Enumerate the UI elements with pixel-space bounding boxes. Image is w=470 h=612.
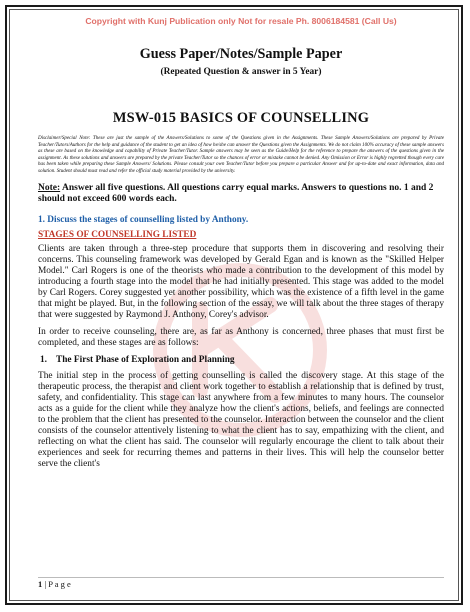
footer-separator: | — [42, 579, 49, 589]
list-item-text: The First Phase of Exploration and Planning — [56, 354, 235, 365]
footer-divider — [38, 577, 444, 578]
page-subtitle: (Repeated Question & answer in 5 Year) — [160, 67, 322, 77]
note-label: Note: — [38, 182, 61, 193]
question-1: 1. Discuss the stages of counselling listed by Anthony. — [38, 214, 249, 225]
list-item-number: 1. — [40, 354, 48, 365]
page-title: Guess Paper/Notes/Sample Paper — [139, 46, 343, 62]
list-item — [38, 355, 444, 365]
subject-title: MSW-015 BASICS OF COUNSELLING — [112, 110, 370, 126]
paragraph-1: Clients are taken through a three-step procedure that supports them in discovering and resolving their concerns. This counseling framework was developed by Gerald Egan and is known as the "Skilled Helper Model." Carl Rogers is one of the theorists who made a contribution to the development of this model by introducing a fourth stage into the model that he had initially presented. This stage was added to the model by Carl Rogers. Corey suggested yet another possibility, which was the existence of a fifth level in the game that might be played. But, in the following section of the essay, we will talk about the three stages of therapy that were suggested by Raymond J. Anthony, Corey's advisor. — [38, 243, 445, 320]
paragraph-3: The initial step in the process of getting counselling is called the discovery stage. At this stage of the therapeutic process, the therapist and client work together to establish a relationship that is defined by trust, safety, and confidentiality. This stage can last anywhere from a few minutes to many hours. The counselor acts as a guide for the client while they analyze how the client's actions, beliefs, and feelings are connected to the problem that the client has presented to the counselor. Interaction between the counselor and the client consists of the counselor attentively listening to what the client has to say, empathizing with the client, and reflecting on what the client has said. The counselor will regularly encourage the client to talk about their experiences and seek for recurring themes and patterns in their lives. This will help the counselor better serve the client's — [38, 370, 444, 469]
document-content — [38, 14, 444, 470]
paragraph-2: In order to receive counseling, there are, as far as Anthony is concerned, three phases that must first be completed, and these stages are as follows: — [38, 326, 444, 348]
section-heading: STAGES OF COUNSELLING LISTED — [38, 229, 197, 240]
note-text: Answer all five questions. All questions carry equal marks. Answers to questions no. 1 and 2 should not exceed 600 words each. — [38, 182, 434, 205]
page-number: 1 — [38, 579, 43, 589]
disclaimer-text: Disclaimer/Special Note: These are just the sample of the Answers/Solutions to some of the Questions given in the Assignments. These Sample Answers/Solutions are prepared by Private Teacher/Tutors/Authors for the help and guidance of the student to get an idea of how he/she can answer the Questions given the Assignments. We do not claim 100% accuracy of these sample answers as these are based on the knowledge and capability of Private Teacher/Tutor. Sample answers may be seen as the Guide/Help for the reference to prepare the answers of the questions given in the assignment. As these solutions and answers are prepared by the private Teacher/Tutor so the chances of error or mistake cannot be denied. Any Omission or Error is highly regretted though every care has been taken while preparing these Sample Answers/ Solutions. Please consult your own Teacher/Tutor before you prepare a particular Answer and for up-to-date and exact information, data and solution. Student should must read and refer the official study material provided by the university. — [38, 135, 444, 174]
copyright-line: Copyright with Kunj Publication only Not for resale Ph. 8006184581 (Call Us) — [85, 16, 397, 26]
page-footer — [38, 579, 444, 589]
page-label: P a g e — [48, 579, 71, 589]
note-block — [38, 183, 444, 206]
